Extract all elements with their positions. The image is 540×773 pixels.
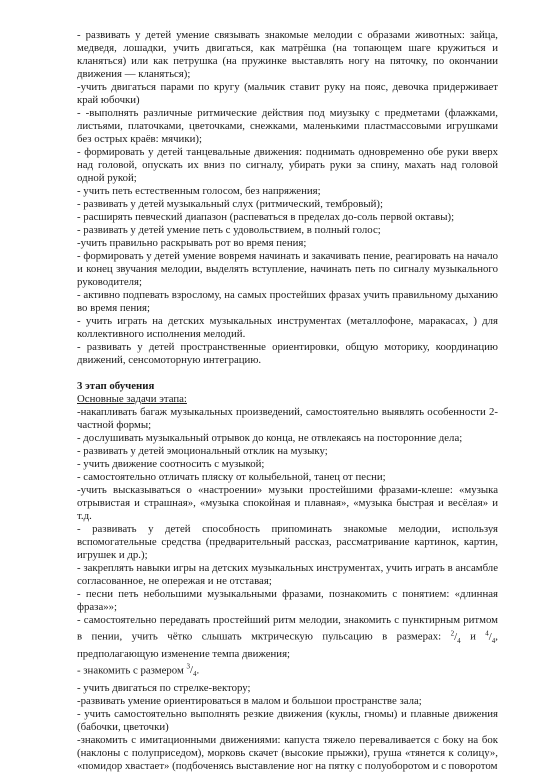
section-spacer <box>77 367 498 380</box>
task-item: - дослушивать музыкальный отрывок до конца, не отвлекаясь на посторонние дела; <box>77 432 463 444</box>
fraction-numerator: 3 <box>186 662 191 671</box>
task-item: -учить правильно раскрывать рот во время пения; <box>77 237 307 249</box>
task-item: -учить двигаться парами по кругу (мальчик ставит руку на пояс, девочка придерживает край юбочки) <box>77 81 498 106</box>
section-heading: 3 этап обучения <box>77 380 155 392</box>
task-item: -накапливать багаж музыкальных произведений, самостоятельно выявлять особенности 2-частной формы; <box>77 406 498 431</box>
task-item: - развивать у детей способность припоминать знакомые мелодии, используя вспомогательные средства (предварительный рассказ, рассматривание картинок, картин, игрушек и др.); <box>77 523 498 561</box>
rhythm-text-mid: и <box>460 630 486 643</box>
time-signature-2-4: $^2/_4$ <box>450 629 461 645</box>
task-item: - самостоятельно отличать пляску от колыбельной, танец от песни; <box>77 471 386 483</box>
task-item: - учить самостоятельно выполнять резкие движения (куклы, гномы) и плавные движения (бабочки, цветочки) <box>77 707 498 733</box>
time-signature-4-4: $^4/_4$ <box>485 629 496 645</box>
task-item: - учить петь естественным голосом, без напряжения; <box>77 185 321 197</box>
task-item: -учить высказываться о «настроении» музыки простейшими фразами-клеше: «музыка отрывистая и страшная», «музыка спокойная и плавная», «музыка быстрая и весёлая» и т.д. <box>77 484 498 522</box>
fraction-numerator: 2 <box>450 629 455 637</box>
task-item: - активно подпевать взрослому, на самых простейших фразах учить правильному дыханию во время пения; <box>77 289 498 314</box>
fraction-denominator: 4 <box>193 670 197 679</box>
time-signature-3-4: $^3/_4$ <box>186 662 197 679</box>
task-item: -знакомить с имитационными движениями: капуста тяжело переваливается с боку на бок (наклоны с полуприседом), морковь скачет (высокие прыжки), груша «тянется к солицу», «помидор хвастает» (подбоченясь выставление ног на пятку с полуоборотом и с поворотом <box>77 733 498 772</box>
task-item-rhythm <box>77 614 498 661</box>
fraction-numerator: 4 <box>485 629 489 637</box>
task-item: - песни петь небольшими музыкальными фразами, познакомить с понятием: «длинная фраза»»; <box>77 588 498 613</box>
rhythm-text-before: - самостоятельно передавать простейший ритм мелодии, знакомить с пунктирным ритмом в пении, учить чётко слышать мктрическую пульсацию в размерах: <box>77 614 498 643</box>
task-item: - расширять певческий диапазон (распеваться в пределах до-соль первой октавы); <box>77 211 455 223</box>
section-subheading: Основные задачи этапа: <box>77 393 187 405</box>
rhythm-text-after: , предполагающую изменение темпа движения; <box>77 630 498 660</box>
task-item: - -выполнять различные ритмические действия под миузыку с предметами (флажками, листьями, платочками, цветочками, снежками, маленькими пластмассовыми игрушками без острых краёв: мячики); <box>77 107 498 145</box>
size-text-before: - знакомить с размером <box>77 664 187 677</box>
task-item-size <box>77 661 498 682</box>
stage2-task-list <box>77 29 498 367</box>
task-item: - развивать у детей умение петь с удовольствием, в полный голос; <box>77 224 381 236</box>
task-item: - формировать у детей танцевальные движения: поднимать одновременно обе руки вверх над головой, опускать их вниз по сигналу, убирать руки за спину, махать над головой одной рукой; <box>77 146 498 184</box>
fraction-denominator: 4 <box>457 636 461 645</box>
stage3-section <box>77 380 498 773</box>
task-item: -развивать умение ориентироваться в малом и большои пространстве зала; <box>77 694 422 707</box>
task-item: - учить играть на детских музыкальных инструментах (металлофоне, маракасах, ) для коллективного исполнения мелодий. <box>77 315 498 340</box>
task-item: - развивать у детей музыкальный слух (ритмический, тембровый); <box>77 198 383 210</box>
task-item: - развивать у детей пространственные ориентировки, общую моторику, координацию движений, сенсомоторную интеграцию. <box>77 341 498 366</box>
size-text-after: . <box>196 664 200 677</box>
task-item: - закреплять навыки игры на детских музыкальных инструментах, учить играть в ансамбле согласованное, не опережая и не отставая; <box>77 562 498 587</box>
fraction-denominator: 4 <box>491 636 496 645</box>
task-item: - учить двигаться по стрелке-вектору; <box>77 681 251 694</box>
task-item: - формировать у детей умение вовремя начинать и закачивать пение, реагировать на начало и конец звучания мелодии, выделять вступление, начинать петь по сигналу музыкального руководителя; <box>77 250 498 288</box>
task-item: - учить движение соотносить с музыкой; <box>77 458 265 470</box>
task-item: - развивать у детей эмоциональный отклик на музыку; <box>77 445 328 457</box>
task-item: - развивать у детей умение связывать знакомые мелодии с образами животных: зайца, медведя, лошадки, учить двигаться, как матрёшка (на топающем шаге кружиться и кланяться) или как петрушка (на пружинке выставлять ногу на пяточку, по окончании движения — кланяться); <box>77 29 498 80</box>
